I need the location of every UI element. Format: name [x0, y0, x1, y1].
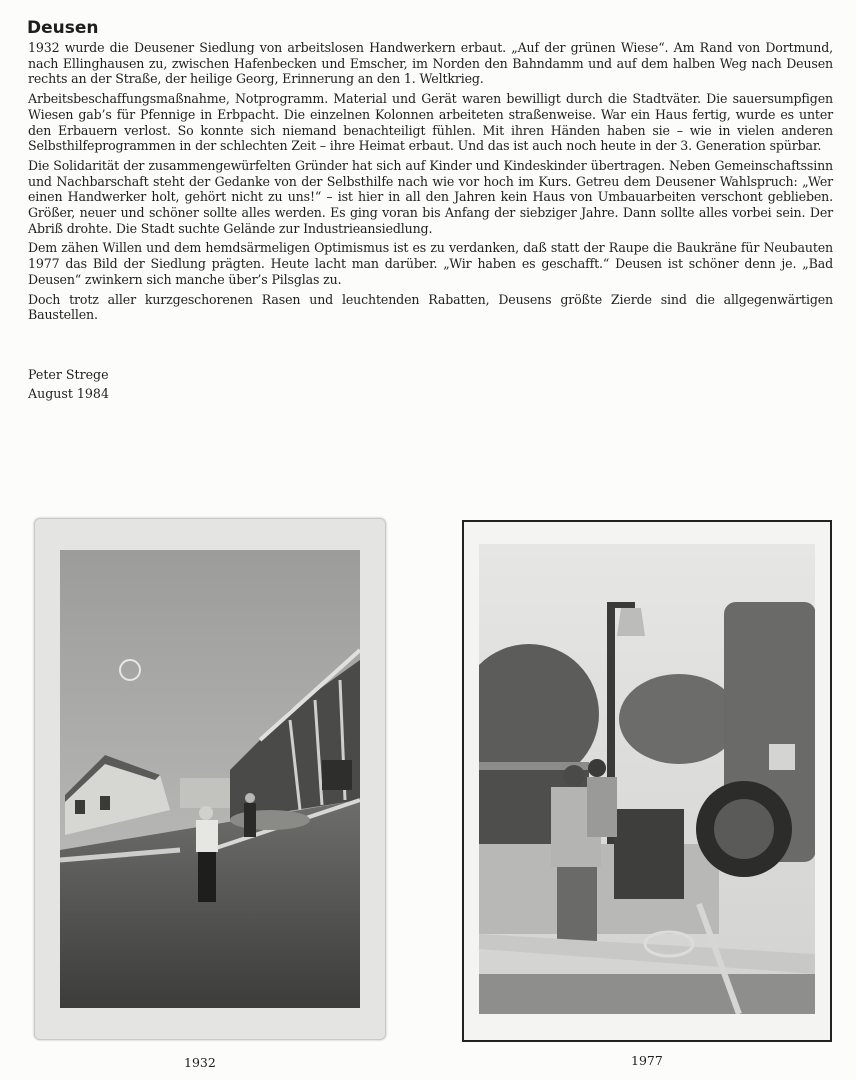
- photo-caption: 1977: [631, 1053, 663, 1068]
- paragraph: Dem zähen Willen und dem hemdsärmeligen Optimismus ist es zu verdanken, daß statt der Raupe die Baukräne für Neubauten 1977 das Bild der Siedlung prägten. Heute lacht man darüber. „Wir haben es geschafft.“ Deusen ist schöner denn je. „Bad Deusen“ zwinkern sich manche über’s Pilsglas zu.: [28, 240, 833, 287]
- signature-date: August 1984: [28, 386, 109, 401]
- paragraph: Arbeitsbeschaffungsmaßnahme, Notprogramm. Material und Gerät waren bewilligt durch die Stadtväter. Die sauersumpfigen Wiesen gab’s für Pfennige in Erbpacht. Die einzelnen Kolonnen arbeiteten straßenweise. War ein Haus fertig, wurde es unter den Erbauern verlost. So konnte sich niemand benachteiligt fühlen. Mit ihren Händen haben sie – wie in vielen anderen Selbsthilfeprogrammen in der schlechten Zeit – ihre Heimat erbaut. Und das ist auch noch heute in der 3. Generation spürbar.: [28, 91, 833, 154]
- paragraph: Die Solidarität der zusammengewürfelten Gründer hat sich auf Kinder und Kindeskinder übertragen. Neben Gemeinschaftssinn und Nachbarschaft steht der Gedanke von der Selbsthilfe nach wie vor hoch im Kurs. Getreu dem Deusener Wahlspruch: „Wer einen Handwerker holt, gehört nicht zu uns!“ – ist hier in all den Jahren kein Haus von Umbauarbeiten verschont geblieben. Größer, neuer und schöner sollte alles werden. Es ging voran bis Anfang der siebziger Jahre. Dann sollte alles vorbei sein. Der Abriß drohte. Die Stadt suchte Gelände zur Industrieansiedlung.: [28, 157, 833, 236]
- photo-1932-image: [60, 550, 360, 1008]
- photo-1977-image: [479, 544, 815, 1014]
- page-title: Deusen: [27, 18, 99, 38]
- author-name: Peter Strege: [28, 367, 109, 382]
- paragraph: Doch trotz aller kurzgeschorenen Rasen und leuchtenden Rabatten, Deusens größte Zierde sind die allgegenwärtigen Baustellen.: [28, 291, 833, 323]
- photo-1977: [462, 520, 832, 1042]
- signature: [28, 365, 109, 403]
- paragraph: 1932 wurde die Deusener Siedlung von arbeitslosen Handwerkern erbaut. „Auf der grünen Wiese“. Am Rand von Dortmund, nach Ellinghausen zu, zwischen Hafenbecken und Emscher, im Norden den Bahndamm und auf dem halben Weg nach Deusen rechts an der Straße, der heilige Georg, Erinnerung an den 1. Weltkrieg.: [28, 40, 833, 87]
- photo-caption: 1932: [184, 1055, 216, 1070]
- photo-1932: [34, 518, 386, 1040]
- article-body: [28, 40, 833, 327]
